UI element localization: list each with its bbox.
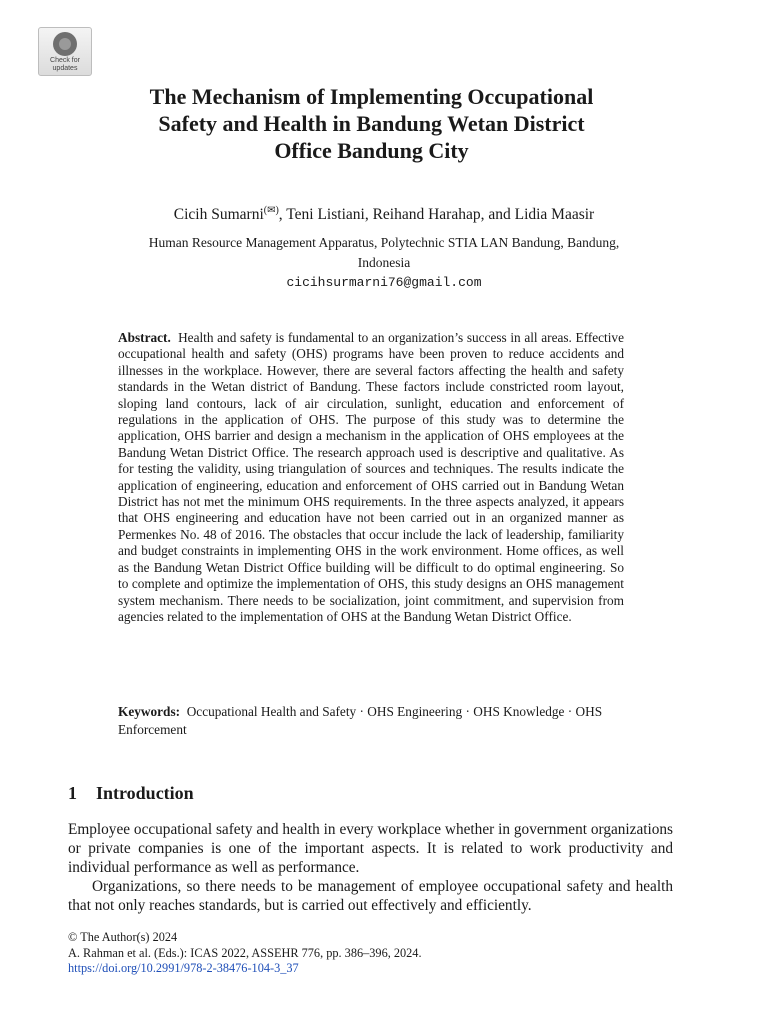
keywords-label: Keywords:	[118, 704, 181, 719]
body-text	[68, 820, 673, 915]
title-line-1: The Mechanism of Implementing Occupational	[149, 84, 594, 109]
envelope-icon: (✉)	[263, 205, 279, 216]
section-number: 1	[68, 783, 77, 803]
other-authors: , Teni Listiani, Reihand Harahap, and Lidia Maasir	[278, 206, 595, 224]
paragraph-2: Organizations, so there needs to be management of employee occupational safety and health that not only reaches standards, but is carried out effectively and efficiently.	[68, 878, 673, 914]
badge-line-1: Check for	[50, 57, 80, 64]
title-line-3: Office Bandung City	[274, 138, 469, 163]
paper-title	[100, 83, 643, 164]
author-email: cicihsurmarni76@gmail.com	[286, 275, 482, 290]
affiliation	[60, 233, 708, 293]
bookmark-icon	[53, 32, 77, 56]
abstract-text: Health and safety is fundamental to an organization’s success in all areas. Effective occupational health and safety (OHS) programs have been proven to reduce accidents and illnesses in the workplace. However, there are several factors affecting the health and safety standards in the Wetan district of Bandung. These factors include constricted room layout, sloping land contours, lack of air circulation, sunlight, education and enforcement of regulations in the application of OHS. The purpose of this study was to determine the application, OHS barrier and design a mechanism in the application of OHS employees at the Bandung Wetan District Office. The research approach used is descriptive and qualitative. As for testing the validity, using triangulation of sources and techniques. The results indicate the application of engineering, education and enforcement of OHS carried out in Bandung Wetan District has not met the minimum OHS requirements. In the three aspects analyzed, it appears that OHS engineering and education have not been carried out in an organized manner as Permenkes No. 48 of 2016. The obstacles that occur include the lack of leadership, familiarity and budget constraints in implementing OHS in the work environment. Home offices, as well as the Bandung Wetan District Office building will be difficult to do optimal engineering. So to complete and optimize the implementation of OHS, this study designs an OHS management system mechanism. There needs to be socialization, joint commitment, and supervision from agencies related to the implementation of OHS at the Bandung Wetan District Office.	[118, 330, 624, 624]
affiliation-line-1: Human Resource Management Apparatus, Polytechnic STIA LAN Bandung, Bandung,	[148, 235, 620, 250]
check-for-updates-badge[interactable]	[38, 27, 92, 76]
paragraph-1: Employee occupational safety and health in every workplace whether in government organizations or private companies is one of the important aspects. It is related to work productivity and individual performance as well as performance.	[68, 821, 673, 876]
badge-line-2: updates	[52, 65, 78, 72]
section-heading	[68, 781, 688, 805]
abstract-label: Abstract.	[118, 330, 171, 345]
section-title: Introduction	[96, 783, 194, 803]
author-list	[60, 201, 708, 225]
corresponding-author: Cicih Sumarni	[173, 206, 264, 224]
keywords-text: Occupational Health and Safety · OHS Engineering · OHS Knowledge · OHS Enforcement	[118, 704, 603, 737]
copyright: © The Author(s) 2024	[68, 930, 178, 944]
footer	[68, 930, 688, 977]
abstract	[118, 330, 624, 625]
title-line-2: Safety and Health in Bandung Wetan District	[158, 111, 585, 136]
affiliation-line-2: Indonesia	[357, 255, 411, 270]
citation: A. Rahman et al. (Eds.): ICAS 2022, ASSEHR 776, pp. 386–396, 2024.	[68, 945, 422, 960]
doi-link[interactable]: https://doi.org/10.2991/978-2-38476-104-3_37	[68, 961, 299, 975]
keywords	[118, 703, 624, 739]
